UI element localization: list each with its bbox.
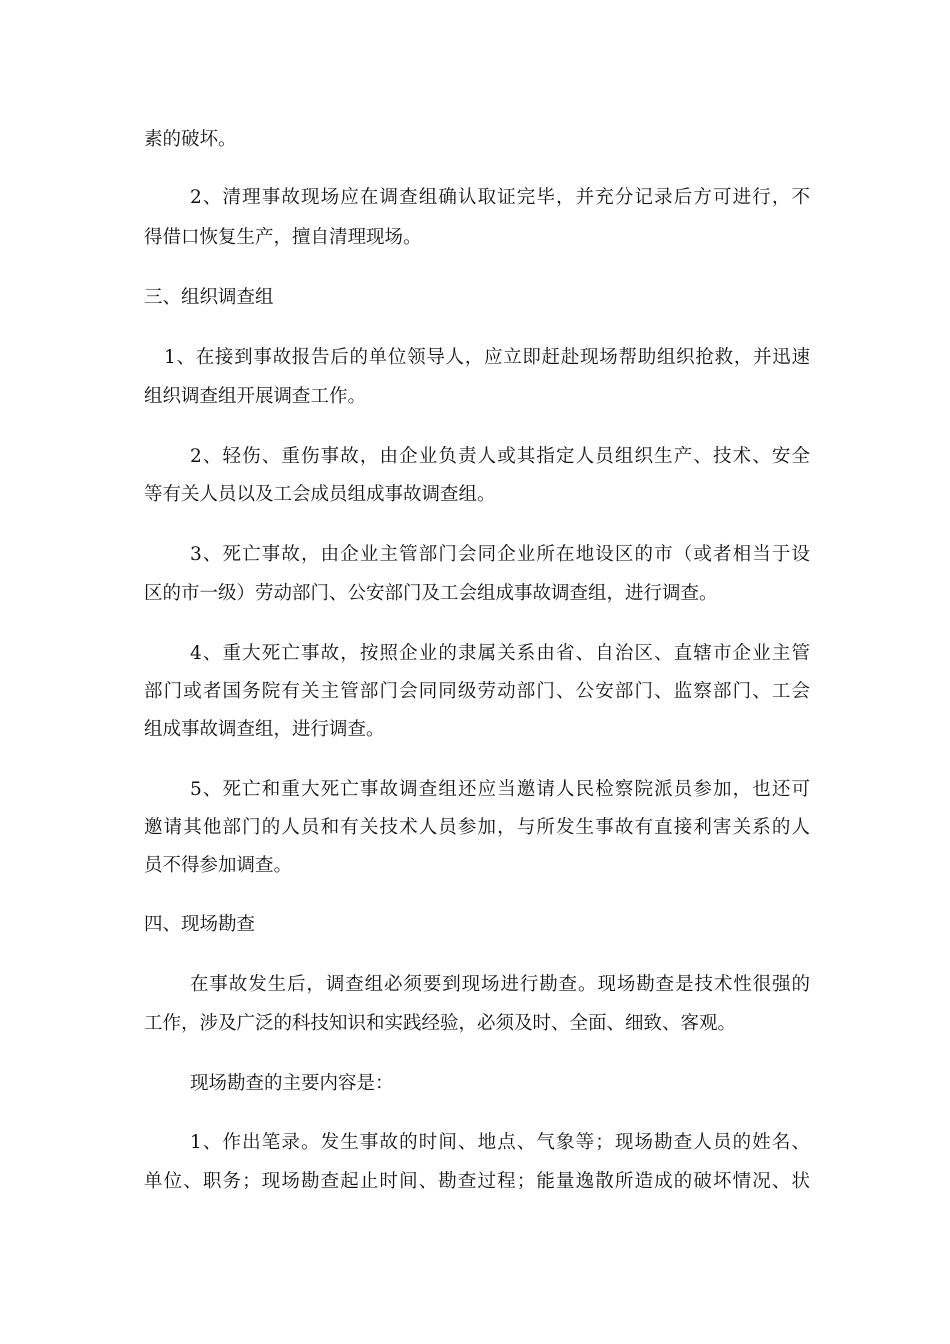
text-line: 组织调查组开展调查工作。 xyxy=(144,386,367,407)
text-line: 在事故发生后，调查组必须要到现场进行勘查。现场勘查是技术性很强的 xyxy=(190,974,810,995)
text-line: 4、重大死亡事故，按照企业的隶属关系由省、自治区、直辖市企业主管 xyxy=(190,643,810,664)
text-line: 2、清理事故现场应在调查组确认取证完毕，并充分记录后方可进行，不 xyxy=(190,187,810,208)
text-line: 部门或者国务院有关主管部门会同同级劳动部门、公安部门、监察部门、工会 xyxy=(144,681,810,702)
text-line: 区的市一级）劳动部门、公安部门及工会组成事故调查组，进行调查。 xyxy=(144,583,718,604)
text-line: 现场勘查的主要内容是： xyxy=(190,1073,394,1094)
text-line: 等有关人员以及工会成员组成事故调查组。 xyxy=(144,484,496,505)
text-line: 5、死亡和重大死亡事故调查组还应当邀请人民检察院派员参加，也还可 xyxy=(190,779,810,800)
text-line: 素的破坏。 xyxy=(144,129,237,150)
text-line: 1、作出笔录。发生事故的时间、地点、气象等；现场勘查人员的姓名、 xyxy=(190,1132,810,1153)
text-line: 1、在接到事故报告后的单位领导人，应立即赶赴现场帮助组织抢救，并迅速 xyxy=(164,347,810,368)
text-line: 组成事故调查组，进行调查。 xyxy=(144,719,385,740)
section-heading: 三、组织调查组 xyxy=(144,287,274,308)
text-line: 单位、职务；现场勘查起止时间、勘查过程；能量逸散所造成的破坏情况、状 xyxy=(144,1171,810,1192)
text-line: 2、轻伤、重伤事故，由企业负责人或其指定人员组织生产、技术、安全 xyxy=(190,446,810,467)
text-line: 邀请其他部门的人员和有关技术人员参加，与所发生事故有直接利害关系的人 xyxy=(144,817,810,838)
text-line: 员不得参加调查。 xyxy=(144,855,293,876)
text-line: 得借口恢复生产，擅自清理现场。 xyxy=(144,227,422,248)
text-line: 3、死亡事故，由企业主管部门会同企业所在地设区的市（或者相当于设 xyxy=(190,544,810,565)
section-heading: 四、现场勘查 xyxy=(144,914,256,935)
text-line: 工作，涉及广泛的科技知识和实践经验，必须及时、全面、细致、客观。 xyxy=(144,1013,737,1034)
